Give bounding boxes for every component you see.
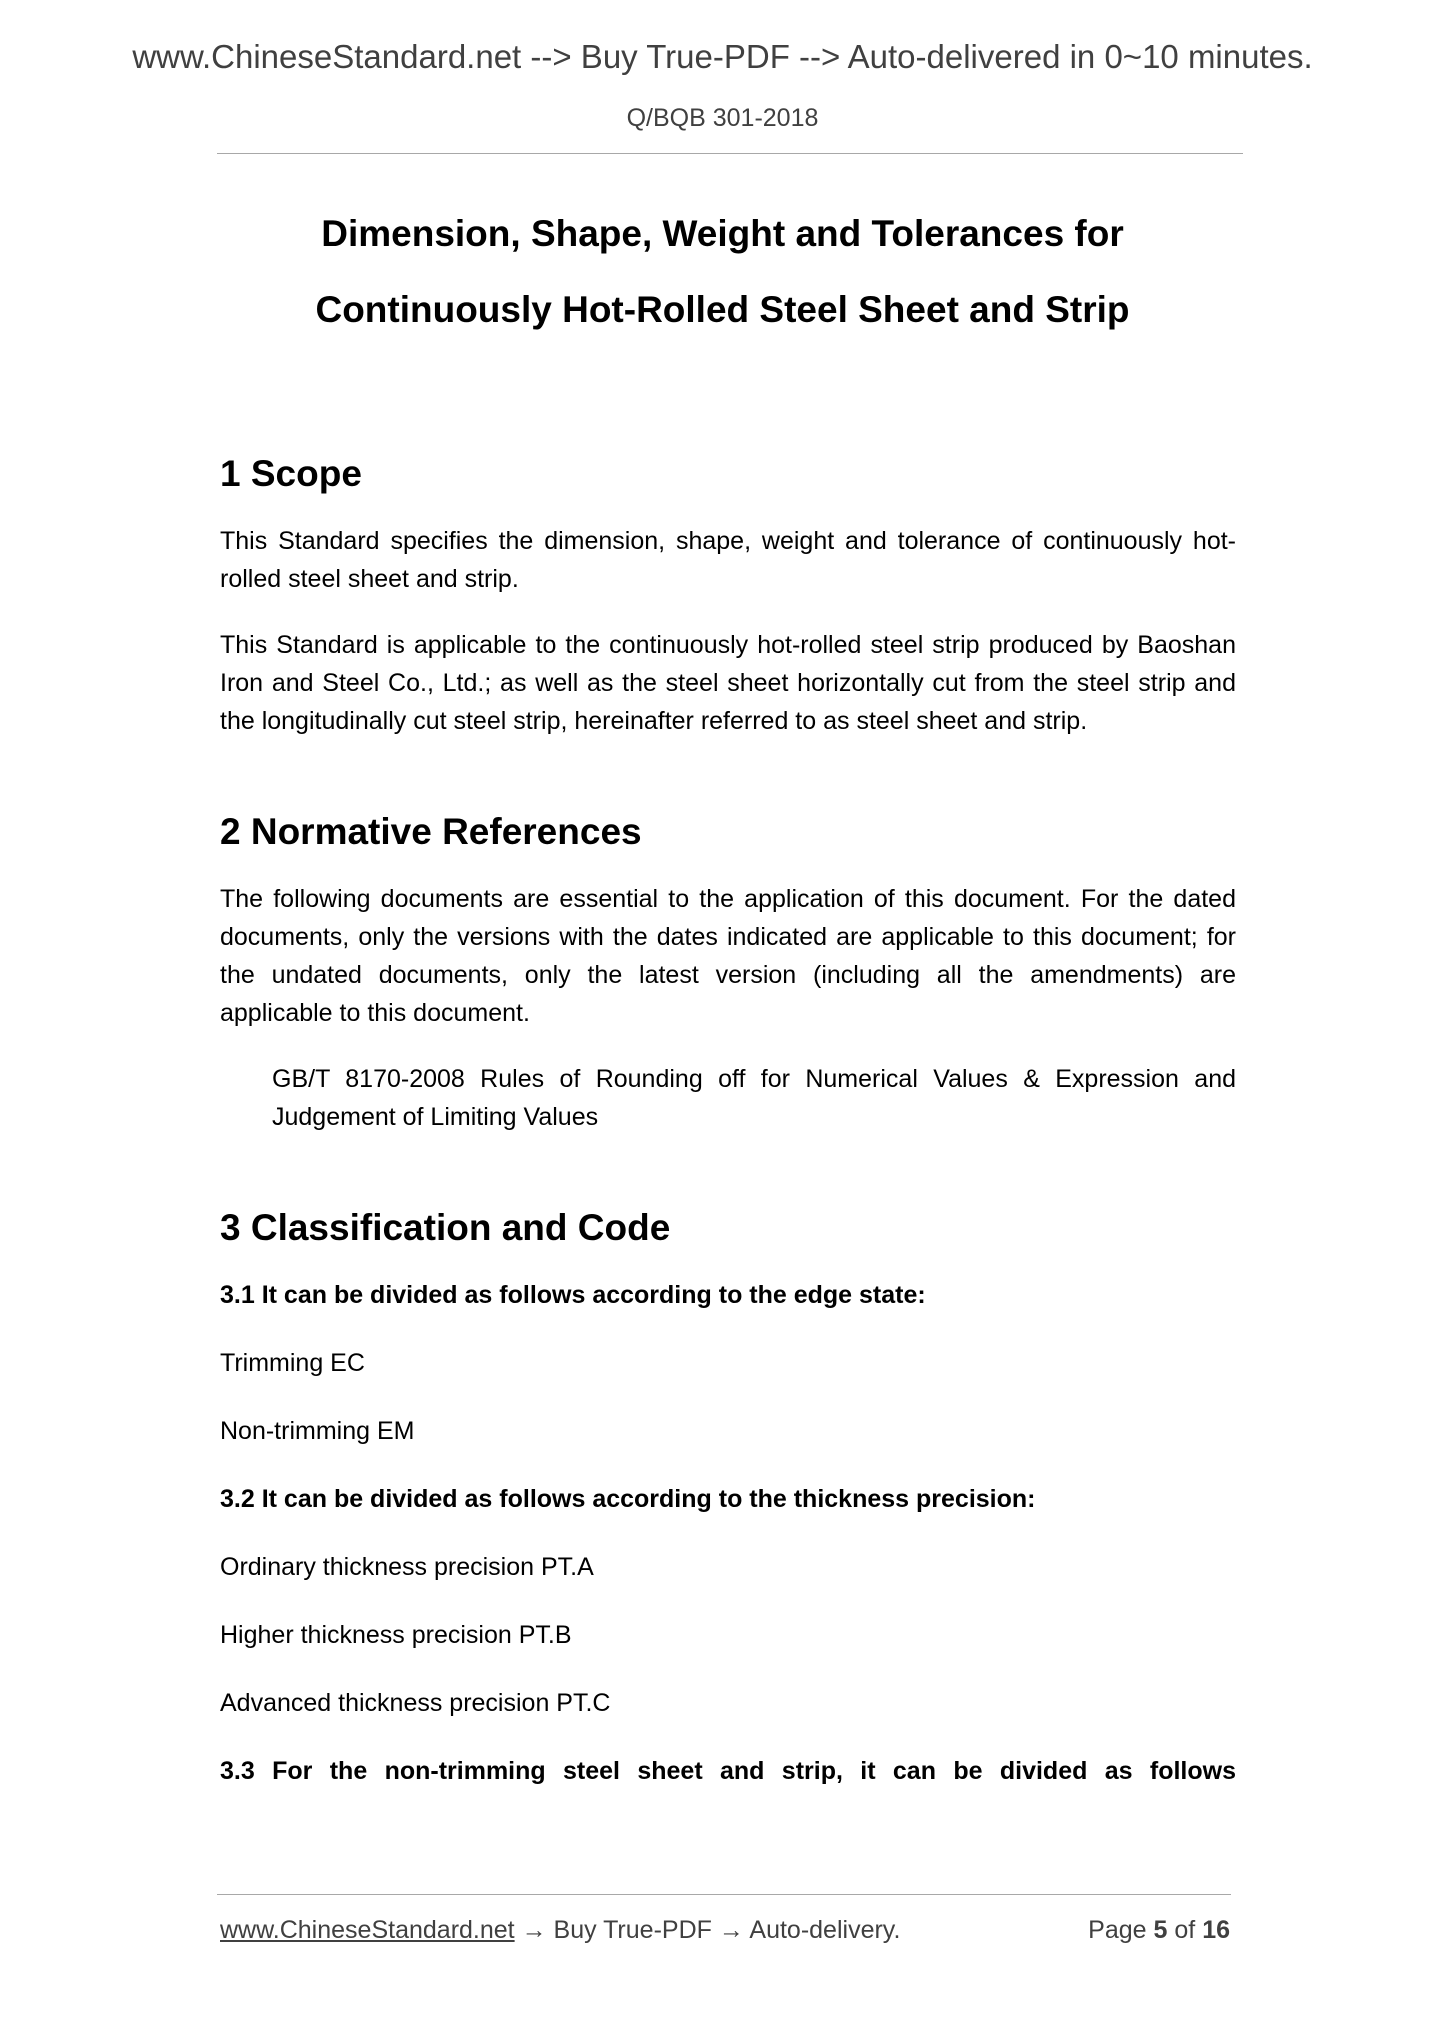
classification-item-non-trimming: Non-trimming EM <box>220 1417 415 1445</box>
scope-paragraph-2: This Standard is applicable to the continuously hot-rolled steel strip produced by Baoshan Iron and Steel Co., Ltd.; as well as the steel sheet horizontally cut from the steel strip and the longitudinally cut steel strip, hereinafter referred to as steel sheet and strip. <box>220 631 1236 735</box>
classification-item-pt-a: Ordinary thickness precision PT.A <box>220 1553 594 1581</box>
page-current-number: 5 <box>1153 1916 1168 1944</box>
subsection-3-3-heading: 3.3 For the non-trimming steel sheet and strip, it can be divided as follows <box>220 1757 1236 1785</box>
classification-item-pt-b: Higher thickness precision PT.B <box>220 1621 572 1649</box>
section-heading-normative-references: 2 Normative References <box>220 811 642 852</box>
document-code: Q/BQB 301-2018 <box>626 104 819 132</box>
document-title-line-2: Continuously Hot-Rolled Steel Sheet and Strip <box>315 289 1130 330</box>
section-heading-scope: 1 Scope <box>220 453 362 494</box>
subsection-3-2-heading: 3.2 It can be divided as follows according to the thickness precision: <box>220 1485 1036 1513</box>
page-of-label: of <box>1174 1916 1196 1944</box>
footer-delivery-text: → Buy True-PDF → Auto-delivery. <box>514 1916 901 1944</box>
scope-paragraph-1: This Standard specifies the dimension, shape, weight and tolerance of continuously hot-rolled steel sheet and strip. <box>220 527 1236 593</box>
page-counter <box>1088 1916 1230 1945</box>
classification-item-trimming: Trimming EC <box>220 1349 365 1377</box>
subsection-3-1-heading: 3.1 It can be divided as follows according to the edge state: <box>220 1281 926 1309</box>
footer-site-link[interactable]: www.ChineseStandard.net <box>220 1916 515 1944</box>
site-banner: www.ChineseStandard.net --> Buy True-PDF --> Auto-delivered in 0~10 minutes. <box>132 38 1313 75</box>
section-heading-classification: 3 Classification and Code <box>220 1207 671 1248</box>
classification-item-pt-c: Advanced thickness precision PT.C <box>220 1689 611 1717</box>
page-footer <box>220 1916 1230 1945</box>
page-label: Page <box>1088 1916 1147 1944</box>
header-divider <box>217 153 1243 154</box>
references-paragraph: The following documents are essential to the application of this document. For the dated documents, only the versions with the dates indicated are applicable to this document; for the undated documents, only the latest version (including all the amendments) are applicable to this document. <box>220 885 1236 1027</box>
footer-divider <box>217 1894 1231 1895</box>
document-title-line-1: Dimension, Shape, Weight and Tolerances for <box>321 213 1124 254</box>
reference-item-gbt-8170: GB/T 8170-2008 Rules of Rounding off for Numerical Values & Expression and Judgement of Limiting Values <box>272 1065 1236 1131</box>
page-total-number: 16 <box>1202 1916 1230 1944</box>
document-body <box>220 445 1236 1790</box>
